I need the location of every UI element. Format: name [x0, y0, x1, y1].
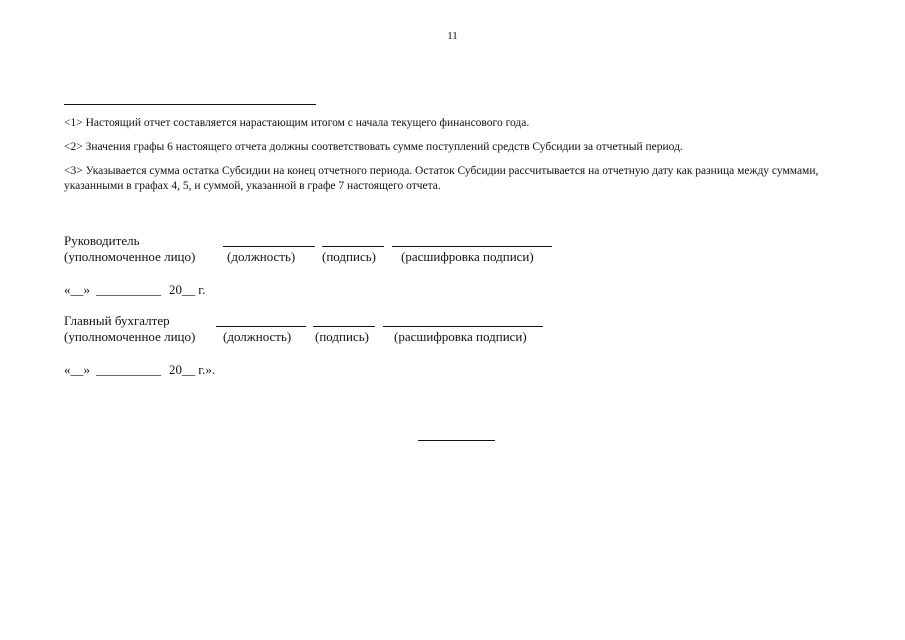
head-subtitle: (уполномоченное лицо) — [64, 249, 196, 264]
footnote-separator — [64, 104, 316, 105]
head-date-line: __________ — [96, 282, 161, 297]
accountant-signature-line — [313, 326, 375, 327]
accountant-decoding-caption: (расшифровка подписи) — [394, 329, 527, 344]
accountant-position-caption: (должность) — [223, 329, 292, 344]
accountant-title: Главный бухгалтер — [64, 313, 170, 328]
head-position-caption: (должность) — [227, 249, 296, 264]
footnote-2: <2> Значения графы 6 настоящего отчета должны соответствовать сумме поступлений средств Субсидии за отчетный период. — [64, 141, 683, 153]
head-position-line — [223, 246, 315, 247]
accountant-date-year: 20__ г.». — [169, 362, 216, 377]
head-signature-caption: (подпись) — [322, 249, 376, 264]
head-title: Руководитель — [64, 233, 140, 248]
head-date-year: 20__ г. — [169, 282, 206, 297]
accountant-date-day: «__» — [64, 362, 90, 377]
head-date-day: «__» — [64, 282, 90, 297]
head-decoding-line — [392, 246, 552, 247]
footnote-1: <1> Настоящий отчет составляется нарастающим итогом с начала текущего финансового года. — [64, 117, 530, 129]
head-signature-line — [322, 246, 384, 247]
head-decoding-caption: (расшифровка подписи) — [401, 249, 534, 264]
page-number: 11 — [447, 30, 458, 42]
accountant-date-line: __________ — [96, 362, 161, 377]
accountant-decoding-line — [383, 326, 543, 327]
accountant-signature-caption: (подпись) — [315, 329, 369, 344]
accountant-subtitle: (уполномоченное лицо) — [64, 329, 196, 344]
footnote-3: <3> Указывается сумма остатка Субсидии на конец отчетного периода. Остаток Субсидии рассчитывается на отчетную дату как разница между суммами, указанными в графах 4, 5, и суммой, указанной в графе 7 настоящего отчета. — [64, 165, 819, 192]
end-rule — [418, 440, 495, 441]
accountant-position-line — [216, 326, 306, 327]
